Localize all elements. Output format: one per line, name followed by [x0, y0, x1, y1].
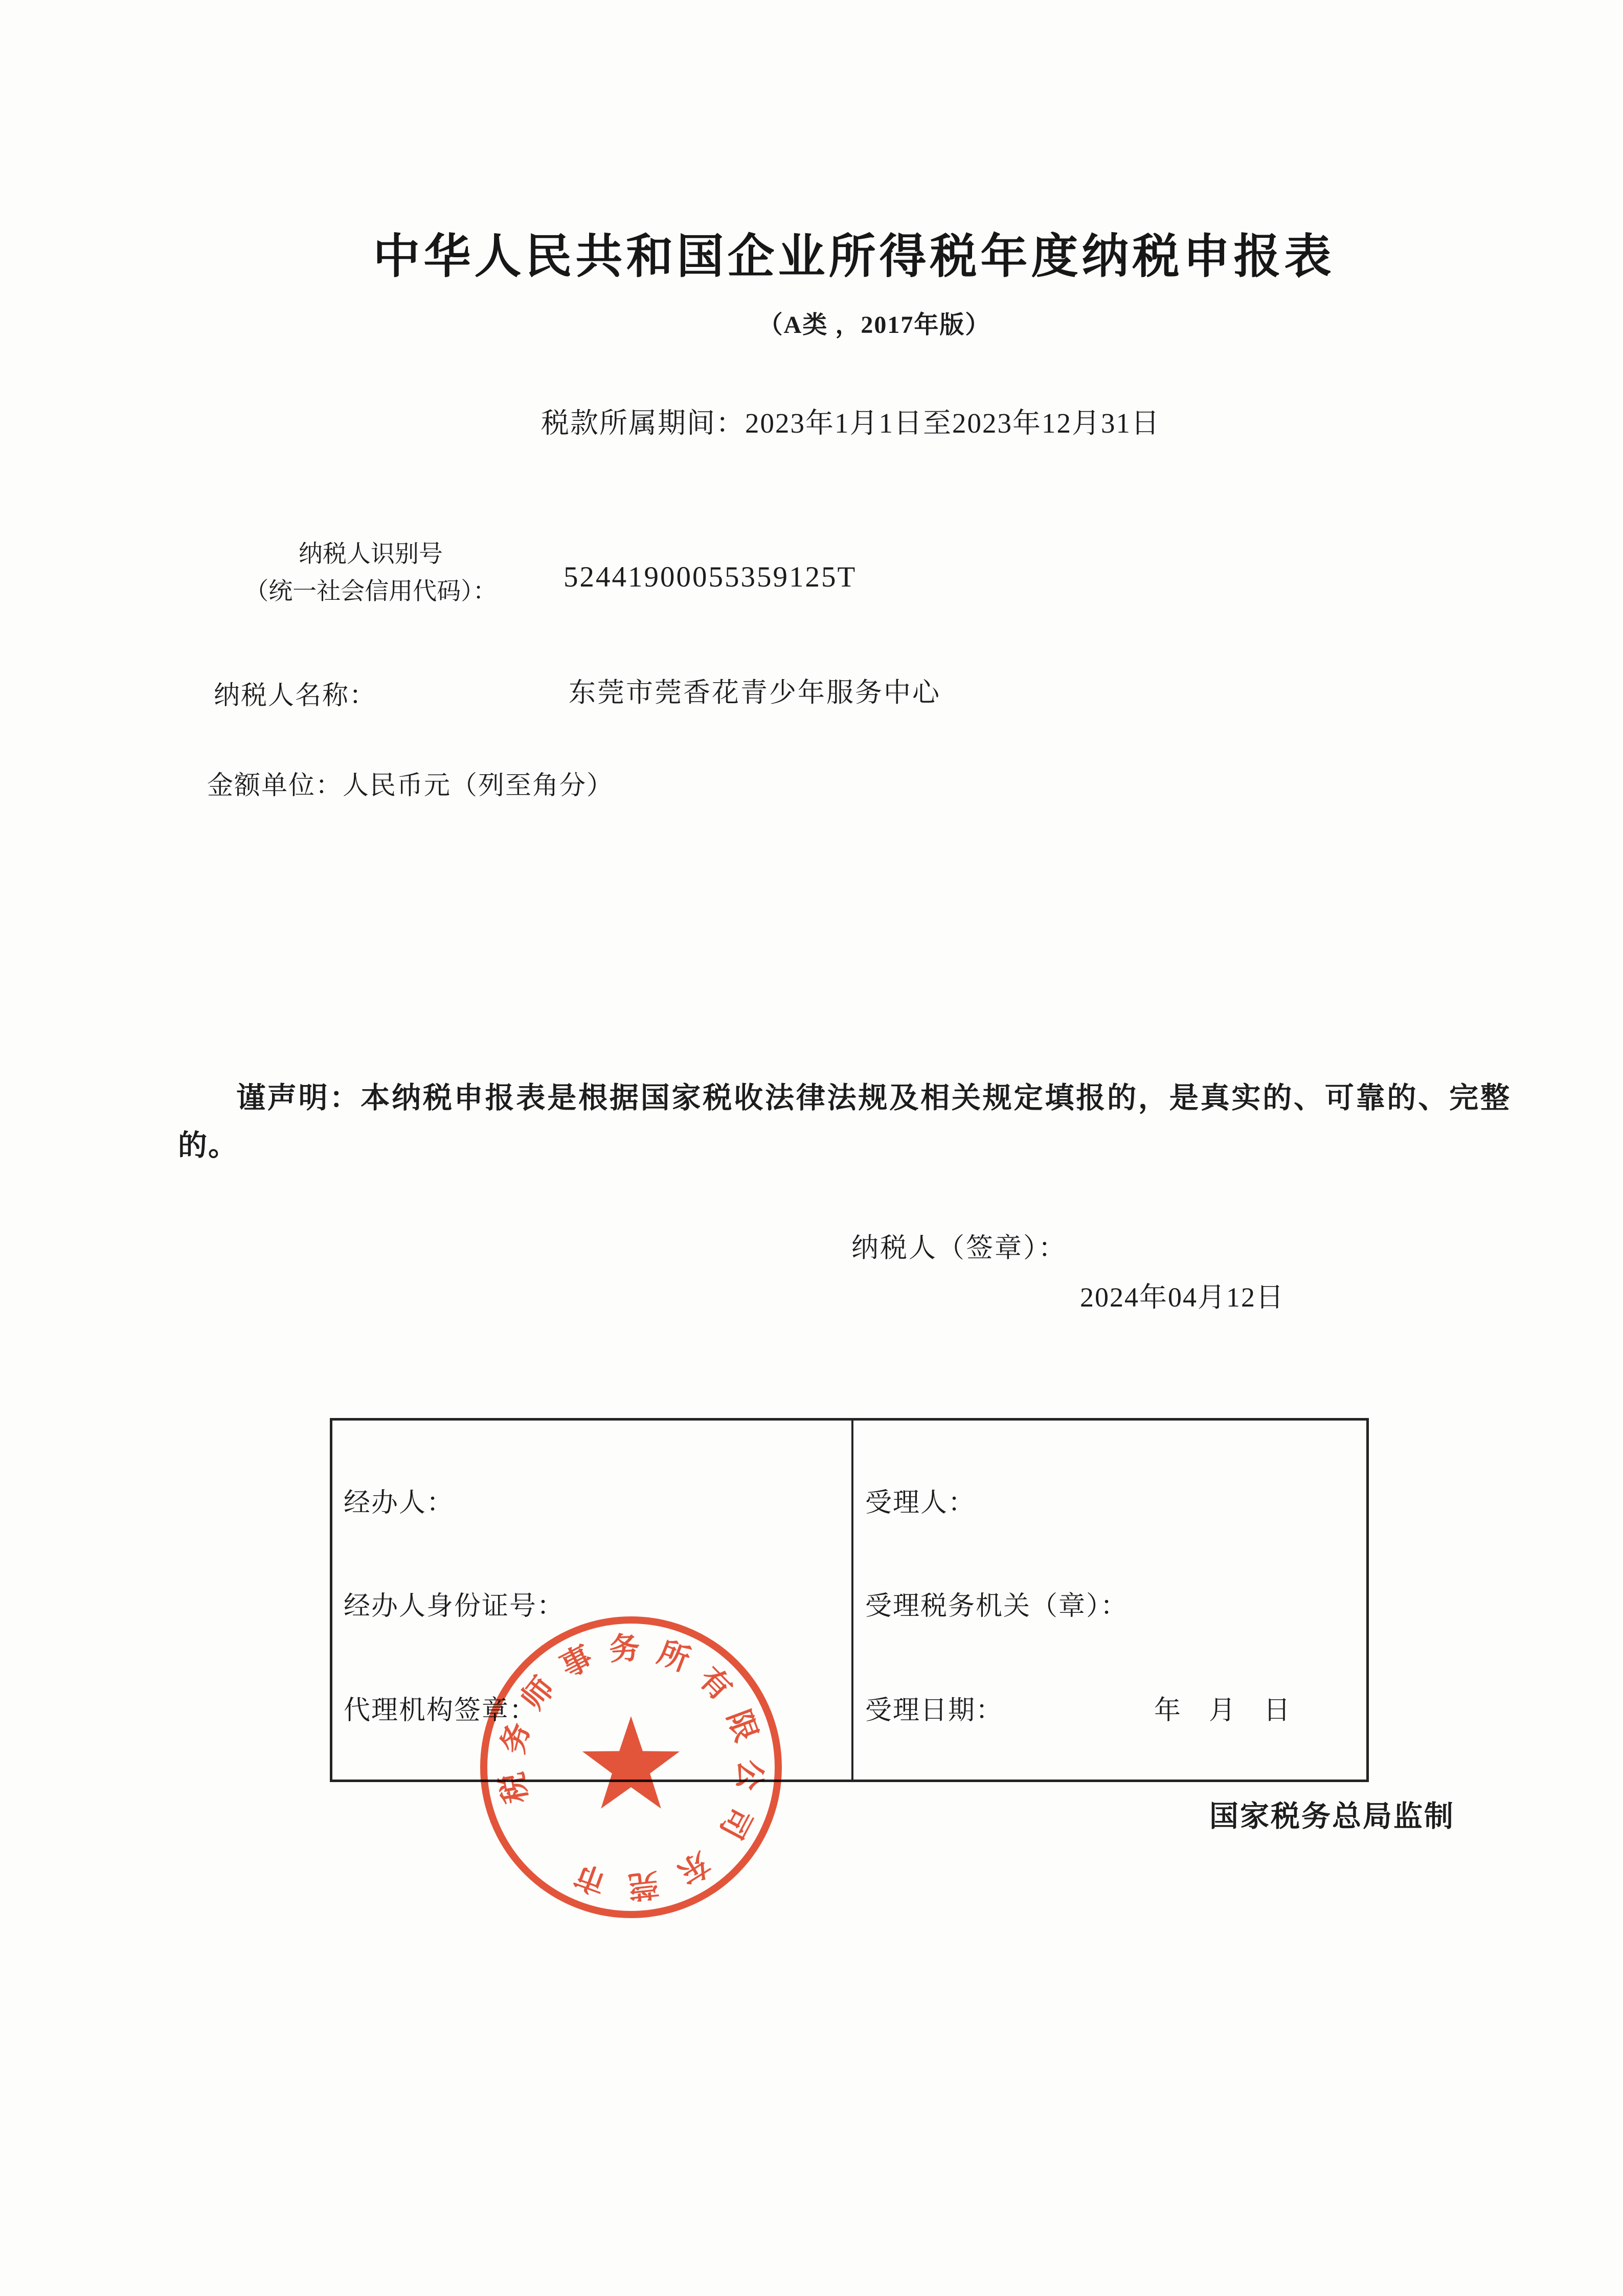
taxpayer-id-value: 52441900055359125T: [563, 561, 857, 593]
company-seal-stamp: [472, 1609, 790, 1926]
taxpayer-id-label-line2: （统一社会信用代码）：: [244, 578, 497, 605]
svg-text:务: 务: [608, 1631, 641, 1667]
svg-text:事: 事: [555, 1639, 598, 1684]
red-star-icon: [582, 1716, 680, 1809]
svg-text:司: 司: [713, 1801, 758, 1844]
taxpayer-id-label-line1: 纳税人识别号: [299, 541, 443, 568]
svg-text:有: 有: [692, 1661, 738, 1707]
agent-name-label: 经办人：: [344, 1489, 455, 1518]
page-subtitle: （A类 ，2017年版）: [758, 311, 991, 339]
svg-text:师: 师: [515, 1671, 561, 1716]
svg-text:税: 税: [494, 1770, 534, 1806]
svg-text:公: 公: [731, 1759, 768, 1792]
signature-label: 纳税人（签章）：: [851, 1233, 1067, 1263]
page-title: 中华人民共和国企业所得税年度纳税申报表: [373, 231, 1335, 283]
acceptance-date-row: [865, 1689, 1291, 1727]
taxpayer-id-label: [199, 536, 542, 611]
taxpayer-name-label: 纳税人名称：: [214, 682, 377, 710]
amount-unit-text: 金额单位：人民币元（列至角分）: [207, 772, 614, 800]
taxpayer-name-value: 东莞市莞香花青少年服务中心: [569, 678, 941, 708]
svg-text:所: 所: [653, 1635, 694, 1678]
svg-text:市: 市: [570, 1857, 611, 1900]
acceptance-date-ymd: 年 月 日: [1154, 1696, 1292, 1725]
seal-graphics: [484, 1620, 778, 1915]
agent-id-label: 经办人身份证号：: [344, 1592, 565, 1621]
tax-authority-label: 受理税务机关（章）：: [865, 1592, 1129, 1621]
table-column-divider: [851, 1421, 853, 1780]
acceptance-date-label: 受理日期：: [865, 1696, 1004, 1725]
receiver-label: 受理人：: [865, 1489, 976, 1518]
agency-stamp-label: 代理机构签章：: [344, 1696, 537, 1725]
tax-period-text: 税款所属期间：2023年1月1日至2023年12月31日: [541, 408, 1161, 439]
signature-date: 2024年04月12日: [1080, 1282, 1284, 1313]
svg-text:限: 限: [720, 1705, 763, 1746]
issuer-note: 国家税务总局监制: [1209, 1800, 1455, 1833]
svg-text:莞: 莞: [626, 1866, 661, 1904]
svg-text:务: 务: [495, 1719, 536, 1758]
declaration-text: 谨声明：本纳税申报表是根据国家税收法律法规及相关规定填报的，是真实的、可靠的、完整的。: [178, 1082, 1511, 1162]
svg-text:东: 东: [672, 1845, 716, 1890]
